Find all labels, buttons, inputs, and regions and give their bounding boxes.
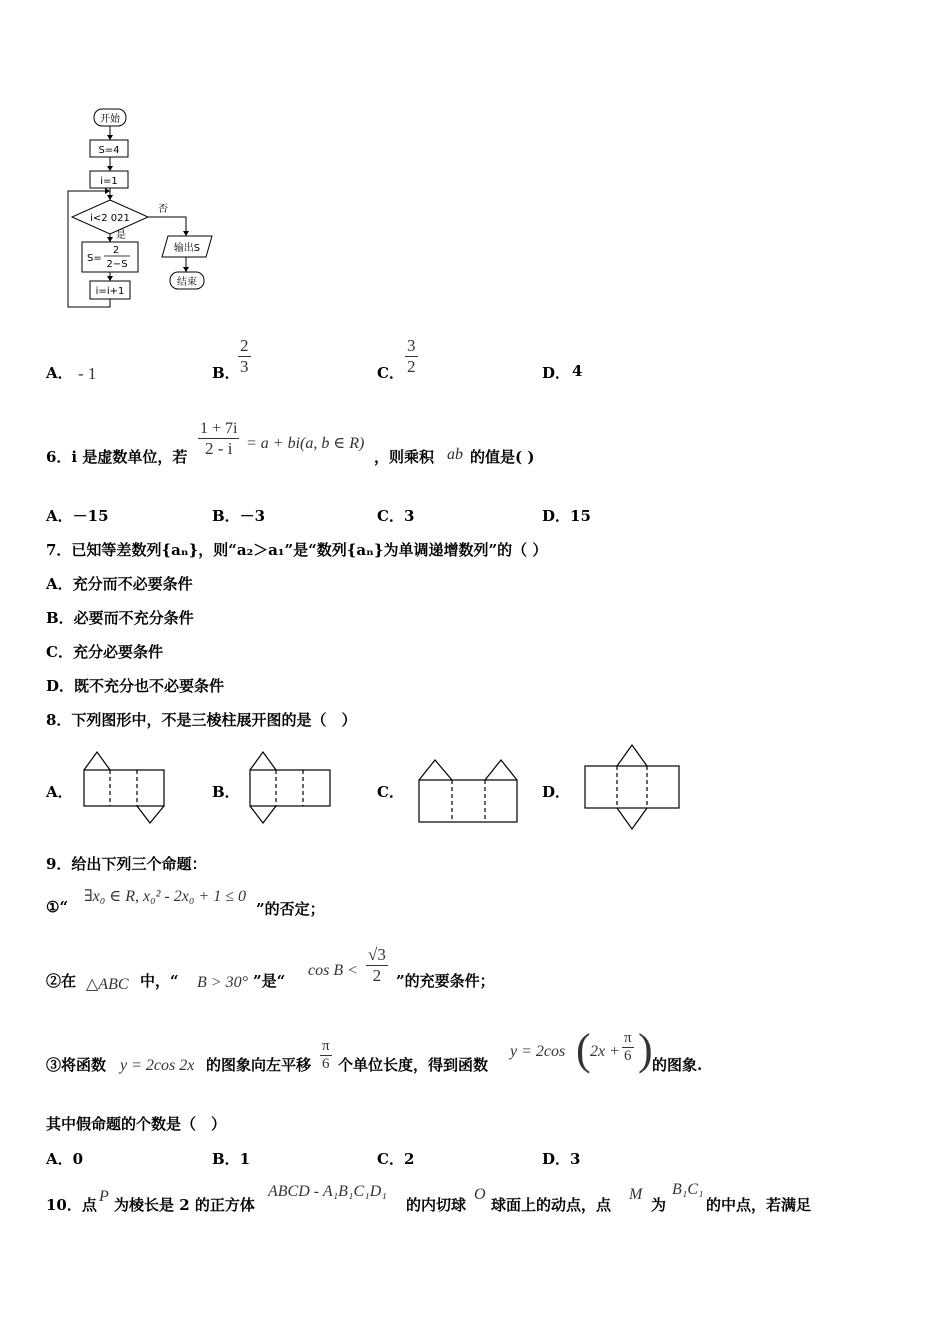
q6-rhs: = a + bi(a, b ∈ R) [246, 435, 365, 452]
q10-t4: 球面上的动点，点 [491, 1196, 612, 1214]
q9-p1-suffix: ”的否定； [256, 900, 325, 918]
q10-point-m: M [629, 1186, 643, 1203]
q6-var: ab [447, 446, 463, 463]
q9-p3-mid: 的图象向左平移 [206, 1056, 312, 1074]
q8-figure-a [82, 750, 168, 826]
q7-option-b: B．必要而不充分条件 [46, 609, 194, 627]
q9-option-b: B．1 [212, 1150, 251, 1168]
q9-p3-iden: 6 [622, 1047, 634, 1065]
q6-mid: ，则乘积 [374, 448, 435, 466]
q6-suffix: 的值是( ) [470, 448, 535, 466]
q9-p3-right-paren: ) [638, 1025, 653, 1074]
q9-option-c: C．2 [377, 1150, 415, 1168]
q8-option-d-label: D． [542, 783, 571, 801]
q9-p3-left-paren: ( [576, 1025, 591, 1074]
q9-p3-prefix: ③将函数 [46, 1056, 107, 1074]
q9-p2-mid1: 中，“ [140, 972, 179, 990]
q5-option-b-den: 3 [240, 357, 249, 376]
q9-p3-mid2: 个单位长度，得到函数 [338, 1056, 489, 1074]
q7-option-c: C．充分必要条件 [46, 643, 163, 661]
q9-p3-suffix: 的图象. [652, 1056, 703, 1074]
q8-figure-d [583, 742, 683, 832]
q10-t3: 的内切球 [406, 1196, 467, 1214]
q10-t2: 为棱长是 2 的正方体 [114, 1196, 255, 1214]
q5-option-c-num: 3 [407, 336, 416, 355]
q7-stem: 7．已知等差数列{aₙ}，则“a₂＞a₁”是“数列{aₙ}为单调递增数列”的（ ） [46, 541, 548, 559]
q6-frac-den: 2 - i [198, 438, 239, 459]
q9-p3-func: y = 2cos 2x [120, 1057, 195, 1074]
flowchart-assign-num: 2 [112, 245, 120, 256]
q7-option-a: A．充分而不必要条件 [46, 575, 193, 593]
q5-option-b-num: 2 [240, 336, 249, 355]
q10-point-p: P [99, 1188, 109, 1205]
q10-cube: ABCD - A₁B₁C₁D₁ [268, 1183, 387, 1200]
q9-p2-num: √3 [368, 945, 386, 964]
q5-option-a-label: A． [46, 364, 73, 382]
q6-fraction [198, 420, 239, 459]
q6-option-d: D．15 [542, 507, 591, 525]
q6-frac-num: 1 + 7i [200, 420, 238, 437]
q9-p2-den: 2 [366, 965, 388, 986]
q9-option-d: D．3 [542, 1150, 581, 1168]
q8-figure-b [248, 750, 334, 826]
q9-p2-condition: B > 30° [197, 974, 248, 991]
q9-p1-math: ∃x₀ ∈ R, x₀² - 2x₀ + 1 ≤ 0 [84, 888, 246, 905]
q9-stem: 9．给出下列三个命题： [46, 855, 207, 873]
q9-p1-prefix: ①“ [46, 898, 69, 916]
q6-option-a: A．－15 [46, 507, 109, 525]
q10-t6: 的中点，若满足 [706, 1196, 812, 1214]
q9-option-a: A．0 [46, 1150, 84, 1168]
q8-option-c-label: C． [377, 783, 404, 801]
q5-option-a-value: - 1 [78, 364, 97, 383]
q5-option-b-fraction [238, 336, 251, 377]
q7-option-d: D．既不充分也不必要条件 [46, 677, 225, 695]
q5-option-c-den: 2 [407, 357, 416, 376]
q10-segment: B₁C₁ [672, 1181, 704, 1198]
q6-prefix: 6．i 是虚数单位，若 [46, 448, 188, 466]
flowchart-assign-den: 2−S [106, 259, 128, 270]
flowchart-yes: 是 [116, 230, 126, 241]
q5-option-d-value: 4 [572, 362, 583, 380]
q9-p3-den: 6 [320, 1055, 332, 1073]
q9-p2-triangle: △ABC [86, 976, 129, 993]
q10-t5: 为 [651, 1196, 667, 1214]
q5-option-c-fraction [405, 336, 418, 377]
flowchart [60, 105, 230, 320]
q8-option-a-label: A． [46, 783, 73, 801]
flowchart-start: 开始 [100, 114, 120, 125]
q9-p3-inner-fraction [622, 1030, 634, 1065]
q8-stem: 8．下列图形中，不是三棱柱展开图的是（ ） [46, 711, 357, 729]
flowchart-no: 否 [158, 204, 168, 215]
q9-p3-inner: 2x + [590, 1043, 620, 1060]
q9-p2-mid2: ”是“ [253, 972, 286, 990]
q10-sphere-o: O [474, 1186, 486, 1203]
flowchart-assign-lhs: S= [87, 253, 102, 264]
q9-p2-fraction [366, 945, 388, 986]
q6-option-b: B．－3 [212, 507, 266, 525]
q9-p3-num: π [322, 1038, 330, 1054]
q5-option-d-label: D． [542, 364, 571, 382]
q9-p3-fraction [320, 1038, 332, 1073]
q9-question: 其中假命题的个数是（ ） [46, 1115, 227, 1133]
q10-t1: 10．点 [46, 1196, 97, 1214]
q9-p3-func2: y = 2cos [510, 1043, 566, 1060]
flowchart-condition: i<2 021 [90, 213, 130, 224]
q5-option-c-label: C． [377, 364, 404, 382]
flowchart-output: 输出S [173, 243, 201, 254]
q5-option-b-label: B． [212, 364, 240, 382]
q6-option-c: C．3 [377, 507, 415, 525]
q9-p2-cos: cos B < [308, 962, 358, 979]
q9-p3-inum: π [624, 1030, 632, 1046]
q9-p2-prefix: ②在 [46, 972, 77, 990]
flowchart-increment: i=i+1 [95, 286, 125, 297]
flowchart-init-i: i=1 [100, 176, 118, 187]
q8-figure-c [417, 758, 521, 826]
q9-p2-suffix: ”的充要条件； [396, 972, 495, 990]
flowchart-init-s: S=4 [98, 145, 120, 156]
flowchart-end: 结束 [177, 277, 197, 288]
q8-option-b-label: B． [212, 783, 240, 801]
